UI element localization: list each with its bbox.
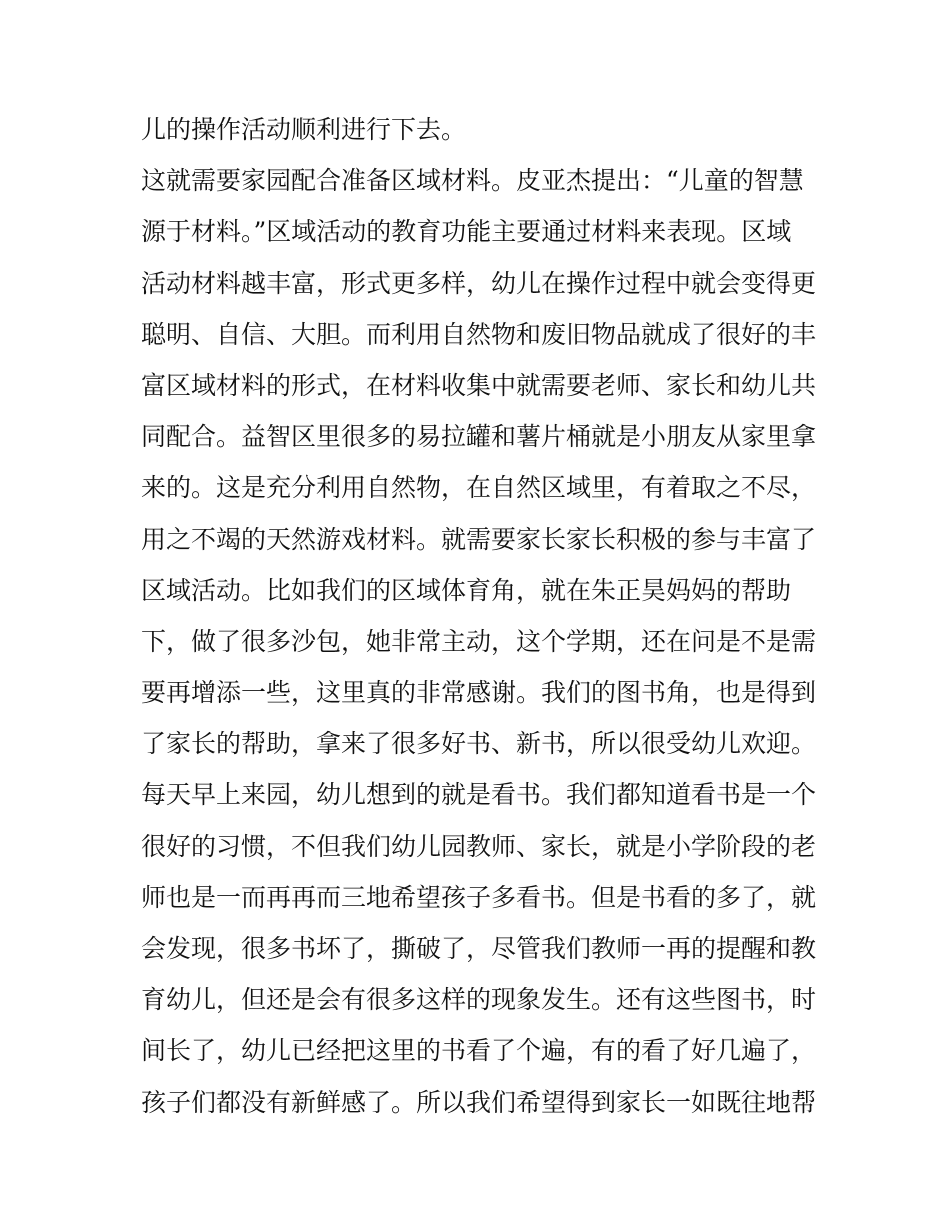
text-line: 富区域材料的形式，在材料收集中就需要老师、家长和幼儿共 xyxy=(141,370,817,400)
text-line: 用之不竭的天然游戏材料。就需要家长家长积极的参与丰富了 xyxy=(141,524,817,554)
text-line: 来的。这是充分利用自然物，在自然区域里，有着取之不尽， xyxy=(141,473,817,503)
text-line: 源于材料。”区域活动的教育功能主要通过材料来表现。区域 xyxy=(141,217,792,247)
text-line: 活动材料越丰富，形式更多样，幼儿在操作过程中就会变得更 xyxy=(141,268,817,298)
text-line: 育幼儿，但还是会有很多这样的现象发生。还有这些图书，时 xyxy=(141,985,817,1015)
text-line: 下，做了很多沙包，她非常主动，这个学期，还在问是不是需 xyxy=(141,626,817,656)
text-line: 了家长的帮助，拿来了很多好书、新书，所以很受幼儿欢迎。 xyxy=(141,729,817,759)
text-line: 儿的操作活动顺利进行下去。 xyxy=(141,115,467,144)
text-line: 这就需要家园配合准备区域材料。皮亚杰提出：“儿童的智慧 xyxy=(141,166,804,196)
text-line: 区域活动。比如我们的区域体育角，就在朱正昊妈妈的帮助 xyxy=(141,575,792,605)
text-line: 师也是一而再再而三地希望孩子多看书。但是书看的多了，就 xyxy=(141,882,817,912)
text-line: 聪明、自信、大胆。而利用自然物和废旧物品就成了很好的丰 xyxy=(141,319,817,349)
text-line: 很好的习惯，不但我们幼儿园教师、家长，就是小学阶段的老 xyxy=(141,831,817,861)
text-line: 要再增添一些，这里真的非常感谢。我们的图书角，也是得到 xyxy=(141,678,817,708)
text-line: 孩子们都没有新鲜感了。所以我们希望得到家长一如既往地帮 xyxy=(141,1087,817,1117)
text-line: 间长了，幼儿已经把这里的书看了个遍，有的看了好几遍了， xyxy=(141,1036,817,1066)
text-line: 会发现，很多书坏了，撕破了，尽管我们教师一再的提醒和教 xyxy=(141,934,817,963)
text-line: 每天早上来园，幼儿想到的就是看书。我们都知道看书是一个 xyxy=(141,780,817,810)
text-line: 同配合。益智区里很多的易拉罐和薯片桶就是小朋友从家里拿 xyxy=(141,422,817,452)
body-text xyxy=(141,104,821,1128)
